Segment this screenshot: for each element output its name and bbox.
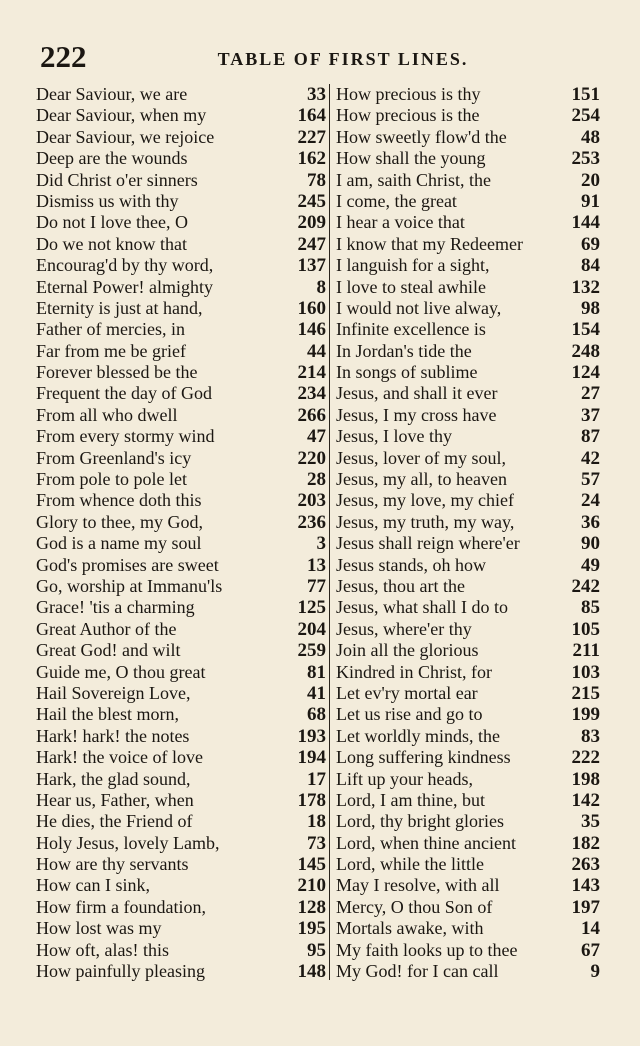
index-entry [336, 234, 600, 255]
index-entry [36, 533, 326, 554]
first-line-text: Encourag'd by thy word, [36, 255, 214, 276]
first-line-text: How oft, alas! this [36, 939, 169, 960]
hymn-page-number: 85 [581, 597, 600, 619]
first-line-text: How lost was my [36, 918, 162, 939]
hymn-page-number: 162 [297, 148, 326, 170]
hymn-page-number: 77 [307, 575, 326, 597]
first-line-text: Jesus, lover of my soul, [336, 447, 506, 468]
hymn-page-number: 154 [571, 319, 600, 341]
hymn-page-number: 151 [571, 84, 600, 105]
index-entry [36, 341, 326, 362]
index-entry [36, 469, 326, 490]
hymn-page-number: 8 [316, 276, 326, 298]
first-line-text: He dies, the Friend of [36, 811, 193, 832]
hymn-page-number: 142 [571, 789, 600, 811]
first-line-text: Hear us, Father, when [36, 789, 194, 810]
hymn-page-number: 234 [297, 383, 326, 405]
index-entry [36, 191, 326, 212]
index-entry [36, 555, 326, 576]
hymn-page-number: 20 [581, 169, 600, 191]
first-line-text: Mercy, O thou Son of [336, 896, 493, 917]
hymn-page-number: 203 [297, 490, 326, 512]
first-line-text: Eternal Power! almighty [36, 276, 213, 297]
first-line-text: How sweetly flow'd the [336, 126, 507, 147]
first-line-text: Jesus, where'er thy [336, 618, 472, 639]
index-entry [36, 854, 326, 875]
first-line-text: From whence doth this [36, 490, 202, 511]
first-line-text: Let us rise and go to [336, 704, 483, 725]
index-entry [336, 362, 600, 383]
first-line-text: Did Christ o'er sinners [36, 169, 198, 190]
hymn-page-number: 69 [581, 233, 600, 255]
index-entry [336, 833, 600, 854]
hymn-page-number: 182 [571, 832, 600, 854]
index-entry [336, 854, 600, 875]
first-line-text: Jesus, my truth, my way, [336, 511, 515, 532]
hymn-page-number: 245 [297, 190, 326, 212]
index-entry [336, 148, 600, 169]
hymn-page-number: 105 [571, 618, 600, 640]
hymn-page-number: 148 [297, 961, 326, 983]
index-entry [36, 619, 326, 640]
first-line-text: How precious is the [336, 105, 480, 126]
first-line-text: Let worldly minds, the [336, 725, 500, 746]
hymn-page-number: 144 [571, 212, 600, 234]
first-line-text: Let ev'ry mortal ear [336, 682, 478, 703]
index-entry [36, 170, 326, 191]
index-entry [336, 619, 600, 640]
index-entry [336, 940, 600, 961]
hymn-page-number: 17 [307, 768, 326, 790]
hymn-page-number: 9 [590, 961, 600, 983]
hymn-page-number: 198 [571, 768, 600, 790]
left-column [36, 84, 326, 982]
hymn-page-number: 87 [581, 426, 600, 448]
first-line-text: Kindred in Christ, for [336, 661, 492, 682]
index-entry [36, 105, 326, 126]
hymn-page-number: 49 [581, 554, 600, 576]
hymn-page-number: 266 [297, 404, 326, 426]
index-entry [36, 255, 326, 276]
column-divider [329, 84, 330, 980]
first-line-text: Hark! hark! the notes [36, 725, 190, 746]
first-line-text: Jesus, I my cross have [336, 404, 497, 425]
hymn-page-number: 18 [307, 811, 326, 833]
first-line-text: I languish for a sight, [336, 255, 490, 276]
hymn-page-number: 197 [571, 896, 600, 918]
hymn-page-number: 73 [307, 832, 326, 854]
hymn-page-number: 137 [297, 255, 326, 277]
hymn-page-number: 160 [297, 297, 326, 319]
first-line-text: How painfully pleasing [36, 961, 205, 982]
index-entry [36, 277, 326, 298]
first-line-text: Hail the blest morn, [36, 704, 179, 725]
index-entry [336, 105, 600, 126]
index-entry [36, 490, 326, 511]
first-line-text: Dear Saviour, we rejoice [36, 126, 215, 147]
hymn-page-number: 67 [581, 939, 600, 961]
first-line-text: My faith looks up to thee [336, 939, 518, 960]
hymn-page-number: 128 [297, 896, 326, 918]
hymn-page-number: 194 [297, 747, 326, 769]
index-entry [336, 811, 600, 832]
index-entry [36, 383, 326, 404]
index-entry [36, 961, 326, 982]
index-entry [336, 277, 600, 298]
first-line-text: Dear Saviour, we are [36, 84, 188, 104]
hymn-page-number: 44 [307, 340, 326, 362]
hymn-page-number: 143 [571, 875, 600, 897]
hymn-page-number: 84 [581, 255, 600, 277]
first-line-text: I would not live alway, [336, 297, 502, 318]
index-entry [336, 426, 600, 447]
hymn-page-number: 146 [297, 319, 326, 341]
hymn-page-number: 95 [307, 939, 326, 961]
hymn-page-number: 227 [297, 126, 326, 148]
index-entry [336, 597, 600, 618]
first-line-text: Glory to thee, my God, [36, 511, 203, 532]
hymn-page-number: 13 [307, 554, 326, 576]
first-line-text: Join all the glorious [336, 640, 479, 661]
first-line-text: I am, saith Christ, the [336, 169, 491, 190]
index-entry [36, 512, 326, 533]
first-line-text: Lord, thy bright glories [336, 811, 504, 832]
first-line-text: How precious is thy [336, 84, 481, 104]
index-entry [336, 726, 600, 747]
first-line-text: Great Author of the [36, 618, 177, 639]
index-entry [36, 148, 326, 169]
first-line-text: How firm a foundation, [36, 896, 206, 917]
hymn-page-number: 215 [571, 682, 600, 704]
index-entry [36, 726, 326, 747]
index-entry [336, 84, 600, 105]
hymn-page-number: 98 [581, 297, 600, 319]
first-line-text: Jesus, and shall it ever [336, 383, 498, 404]
index-entry [336, 255, 600, 276]
hymn-page-number: 178 [297, 789, 326, 811]
first-line-text: Lord, while the little [336, 854, 484, 875]
hymn-page-number: 35 [581, 811, 600, 833]
index-entry [36, 875, 326, 896]
index-entry [36, 576, 326, 597]
first-line-text: God's promises are sweet [36, 554, 219, 575]
hymn-page-number: 145 [297, 854, 326, 876]
first-line-text: God is a name my soul [36, 533, 202, 554]
hymn-page-number: 214 [297, 362, 326, 384]
first-line-text: Infinite excellence is [336, 319, 486, 340]
index-entry [336, 790, 600, 811]
index-entry [336, 383, 600, 404]
first-line-text: Mortals awake, with [336, 918, 484, 939]
hymn-page-number: 220 [297, 447, 326, 469]
index-entry [336, 576, 600, 597]
hymn-page-number: 27 [581, 383, 600, 405]
first-line-text: From Greenland's icy [36, 447, 192, 468]
index-entry [36, 84, 326, 105]
index-entry [336, 555, 600, 576]
index-entry [36, 127, 326, 148]
hymn-page-number: 124 [571, 362, 600, 384]
first-line-text: Great God! and wilt [36, 640, 181, 661]
first-line-text: From every stormy wind [36, 426, 215, 447]
first-line-text: Father of mercies, in [36, 319, 185, 340]
index-entry [336, 127, 600, 148]
first-line-text: Do we not know that [36, 233, 187, 254]
hymn-page-number: 195 [297, 918, 326, 940]
first-line-text: Dear Saviour, when my [36, 105, 207, 126]
hymn-page-number: 103 [571, 661, 600, 683]
index-entry [36, 704, 326, 725]
first-line-text: Lift up your heads, [336, 768, 473, 789]
hymn-page-number: 28 [307, 469, 326, 491]
index-entry [336, 341, 600, 362]
running-title: TABLE OF FIRST LINES. [217, 49, 469, 69]
index-entry [36, 597, 326, 618]
index-entry [336, 961, 600, 982]
index-entry [336, 704, 600, 725]
hymn-page-number: 247 [297, 233, 326, 255]
first-line-text: I hear a voice that [336, 212, 465, 233]
index-entry [336, 298, 600, 319]
first-line-text: How can I sink, [36, 875, 150, 896]
first-line-text: May I resolve, with all [336, 875, 500, 896]
first-line-text: Frequent the day of God [36, 383, 212, 404]
first-line-text: In Jordan's tide the [336, 340, 472, 361]
hymn-page-number: 47 [307, 426, 326, 448]
first-line-text: Jesus, thou art the [336, 575, 465, 596]
first-line-text: Jesus stands, oh how [336, 554, 487, 575]
hymn-page-number: 125 [297, 597, 326, 619]
index-entry [336, 533, 600, 554]
first-line-text: Go, worship at Immanu'ls [36, 575, 223, 596]
first-line-text: From all who dwell [36, 404, 178, 425]
first-line-text: Jesus, my love, my chief [336, 490, 514, 511]
hymn-page-number: 36 [581, 511, 600, 533]
first-line-text: I know that my Redeemer [336, 233, 523, 254]
index-entry [36, 897, 326, 918]
index-entry [336, 170, 600, 191]
hymn-page-number: 33 [307, 84, 326, 105]
first-line-text: Deep are the wounds [36, 148, 188, 169]
index-entry [336, 319, 600, 340]
hymn-page-number: 41 [307, 682, 326, 704]
page-header [0, 38, 640, 78]
hymn-page-number: 211 [572, 640, 600, 662]
index-entry [336, 405, 600, 426]
index-entry [36, 769, 326, 790]
index-entry [36, 811, 326, 832]
hymn-page-number: 164 [297, 105, 326, 127]
hymn-page-number: 91 [581, 190, 600, 212]
hymn-page-number: 3 [316, 533, 326, 555]
index-entry [336, 469, 600, 490]
hymn-page-number: 193 [297, 725, 326, 747]
first-line-text: From pole to pole let [36, 469, 187, 490]
first-line-text: Holy Jesus, lovely Lamb, [36, 832, 220, 853]
hymn-page-number: 242 [571, 575, 600, 597]
index-entry [336, 490, 600, 511]
first-line-text: Jesus, I love thy [336, 426, 452, 447]
index-entry [36, 833, 326, 854]
first-line-text: Long suffering kindness [336, 747, 511, 768]
index-entry [36, 298, 326, 319]
page-number: 222 [40, 39, 87, 74]
hymn-page-number: 263 [571, 854, 600, 876]
hymn-page-number: 254 [571, 105, 600, 127]
index-entry [36, 640, 326, 661]
hymn-page-number: 248 [571, 340, 600, 362]
first-line-text: Do not I love thee, O [36, 212, 188, 233]
first-line-text: My God! for I can call [336, 961, 499, 982]
hymn-page-number: 68 [307, 704, 326, 726]
hymn-page-number: 37 [581, 404, 600, 426]
hymn-page-number: 236 [297, 511, 326, 533]
hymn-page-number: 57 [581, 469, 600, 491]
first-line-text: Eternity is just at hand, [36, 297, 203, 318]
first-line-text: How shall the young [336, 148, 486, 169]
hymn-page-number: 90 [581, 533, 600, 555]
hymn-page-number: 210 [297, 875, 326, 897]
hymn-page-number: 209 [297, 212, 326, 234]
hymn-page-number: 83 [581, 725, 600, 747]
first-line-text: I love to steal awhile [336, 276, 486, 297]
index-entry [36, 918, 326, 939]
first-line-text: Hark, the glad sound, [36, 768, 191, 789]
hymn-page-number: 24 [581, 490, 600, 512]
first-line-text: I come, the great [336, 190, 457, 211]
first-line-text: Forever blessed be the [36, 362, 198, 383]
index-entry [336, 662, 600, 683]
index-entry [36, 747, 326, 768]
first-line-text: Lord, when thine ancient [336, 832, 516, 853]
index-entry [36, 319, 326, 340]
first-line-text: In songs of sublime [336, 362, 478, 383]
index-entry [336, 448, 600, 469]
first-line-text: Jesus, what shall I do to [336, 597, 508, 618]
index-entry [336, 212, 600, 233]
index-entry [336, 918, 600, 939]
first-line-text: Dismiss us with thy [36, 190, 179, 211]
hymn-page-number: 222 [571, 747, 600, 769]
index-entry [36, 683, 326, 704]
hymn-page-number: 78 [307, 169, 326, 191]
first-line-text: Hail Sovereign Love, [36, 682, 191, 703]
first-line-text: Lord, I am thine, but [336, 789, 485, 810]
hymn-page-number: 14 [581, 918, 600, 940]
first-line-text: Guide me, O thou great [36, 661, 206, 682]
index-entry [36, 662, 326, 683]
index-entry [336, 769, 600, 790]
index-entry [36, 940, 326, 961]
first-line-text: Jesus, my all, to heaven [336, 469, 507, 490]
first-line-text: How are thy servants [36, 854, 189, 875]
index-entry [336, 512, 600, 533]
index-entry [336, 875, 600, 896]
index-entry [36, 790, 326, 811]
index-entry [36, 405, 326, 426]
index-entry [336, 897, 600, 918]
hymn-page-number: 199 [571, 704, 600, 726]
index-entry [36, 426, 326, 447]
first-line-text: Hark! the voice of love [36, 747, 203, 768]
hymn-page-number: 253 [571, 148, 600, 170]
index-entry [336, 747, 600, 768]
index-entry [36, 234, 326, 255]
right-column [336, 84, 600, 982]
first-line-text: Grace! 'tis a charming [36, 597, 195, 618]
hymn-page-number: 42 [581, 447, 600, 469]
index-entry [36, 448, 326, 469]
hymn-page-number: 259 [297, 640, 326, 662]
index-entry [336, 191, 600, 212]
index-entry [336, 640, 600, 661]
index-entry [336, 683, 600, 704]
first-line-text: Jesus shall reign where'er [336, 533, 520, 554]
first-line-text: Far from me be grief [36, 340, 186, 361]
hymn-page-number: 132 [571, 276, 600, 298]
index-entry [36, 362, 326, 383]
hymn-page-number: 204 [297, 618, 326, 640]
index-entry [36, 212, 326, 233]
hymn-page-number: 81 [307, 661, 326, 683]
hymn-page-number: 48 [581, 126, 600, 148]
